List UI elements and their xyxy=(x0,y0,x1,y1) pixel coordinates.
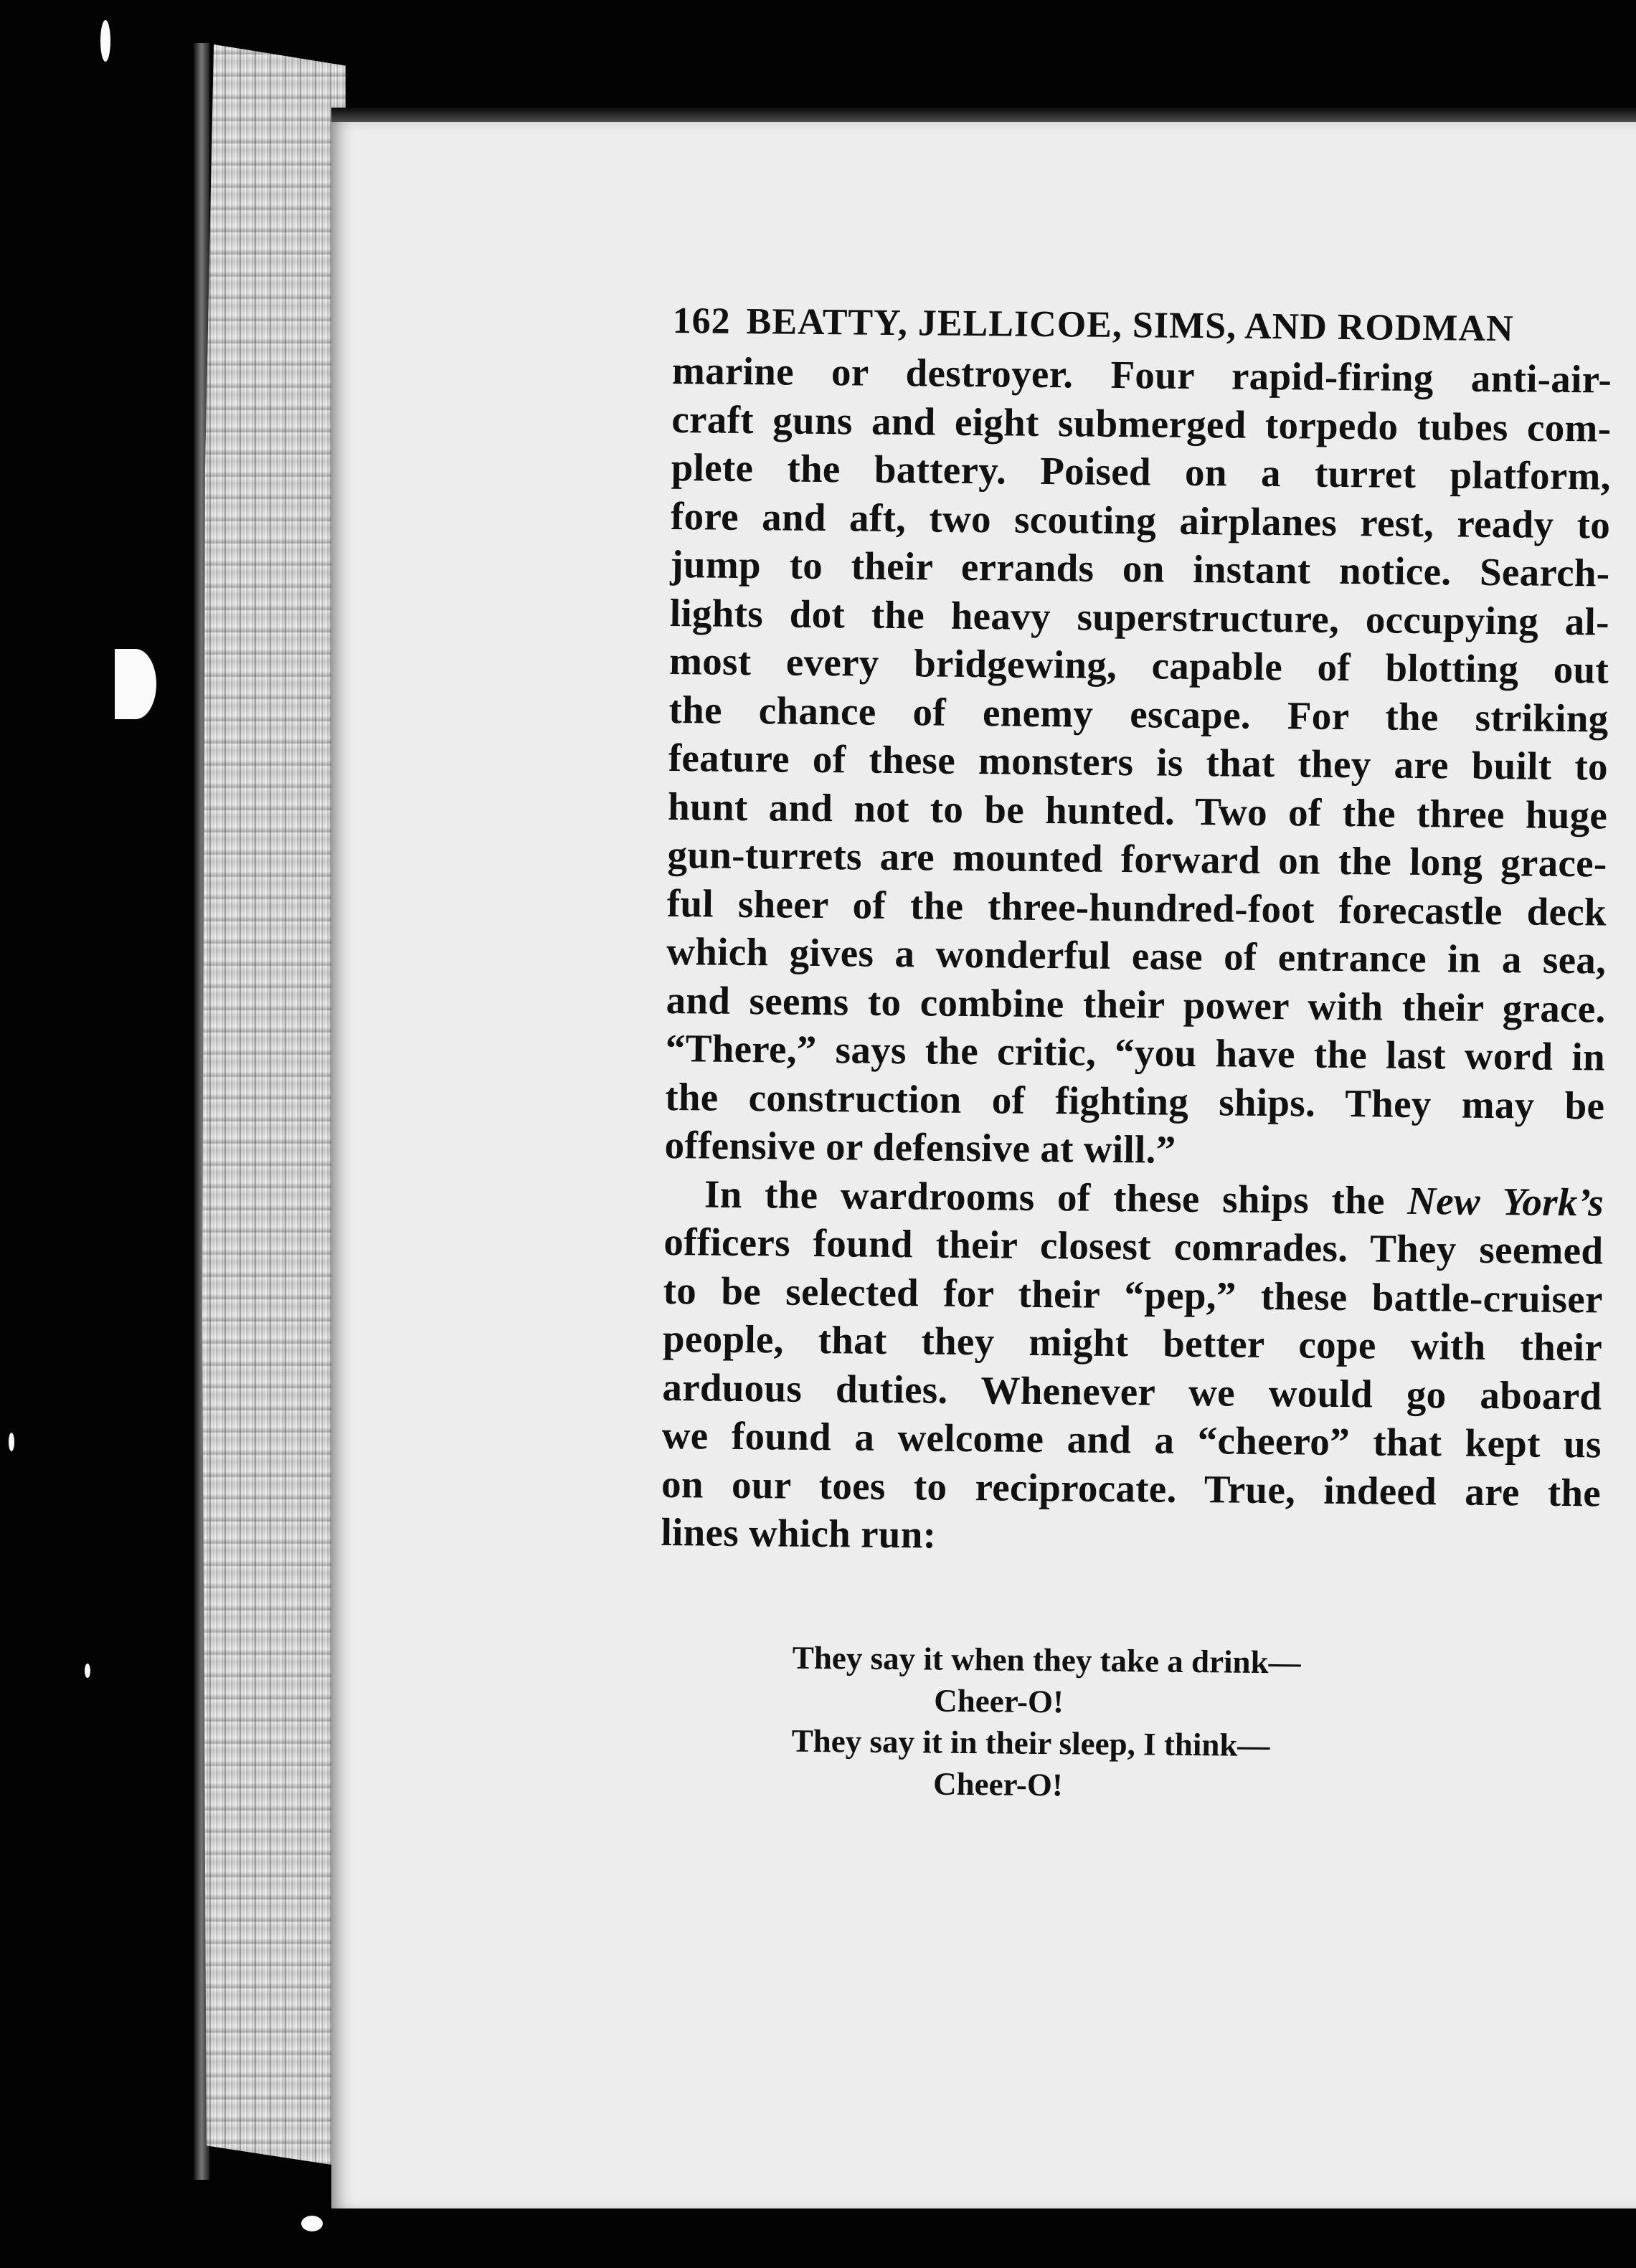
text-line: fore and aft, two scouting airplanes rest, ready to xyxy=(670,493,1611,547)
dust-speck xyxy=(115,649,156,719)
text-line: jump to their errands on instant notice. Search- xyxy=(670,541,1610,595)
text-line: marine or destroyer. Four rapid-firing anti-air- xyxy=(671,348,1612,402)
text-line: and seems to combine their power with their grace. xyxy=(666,977,1606,1031)
text-line: we found a welcome and a “cheero” that kept us xyxy=(661,1413,1602,1466)
text-line: lights dot the heavy superstructure, occupying al- xyxy=(669,590,1610,644)
text-line: gun-turrets are mounted forward on the long grace- xyxy=(667,832,1607,886)
text-line: to be selected for their “pep,” these battle-cruiser xyxy=(663,1268,1603,1322)
text-line: lines which run: xyxy=(661,1509,937,1557)
page-text xyxy=(658,300,1612,1811)
text-line: craft guns and eight submerged torpedo tubes com- xyxy=(671,397,1612,450)
text-line xyxy=(664,1169,1604,1226)
text-line: hunt and not to be hunted. Two of the three huge xyxy=(667,784,1608,838)
text-line: arduous duties. Whenever we would go aboard xyxy=(662,1365,1602,1418)
text-line: people, that they might better cope with their xyxy=(662,1316,1603,1370)
text-line: ful sheer of the three-hundred-foot forecastle deck xyxy=(666,881,1607,934)
verse-refrain: Cheer-O! xyxy=(932,1765,1064,1803)
verse xyxy=(791,1636,1599,1811)
text-line: offensive or defensive at will.” xyxy=(664,1122,1176,1172)
dust-speck xyxy=(9,1433,14,1451)
dust-speck xyxy=(85,1664,90,1678)
text-run: In the wardrooms of these ships the xyxy=(704,1171,1408,1223)
text-line: feature of these monsters is that they are built to xyxy=(668,735,1609,789)
text-line: which gives a wonderful ease of entrance in a sea, xyxy=(666,929,1607,982)
page-fore-edge xyxy=(202,44,346,2167)
verse-line: They say it in their sleep, I think— xyxy=(791,1722,1270,1763)
verse-line: They say it when they take a drink— xyxy=(792,1639,1301,1680)
text-line: the chance of enemy escape. For the striking xyxy=(668,687,1609,741)
text-line: on our toes to reciprocate. True, indeed are the xyxy=(661,1461,1602,1514)
verse-refrain: Cheer-O! xyxy=(934,1682,1064,1719)
dust-speck xyxy=(100,20,110,62)
paragraph-1 xyxy=(664,346,1612,1178)
running-head xyxy=(672,300,1612,351)
italic-ship-name: New York’s xyxy=(1407,1178,1604,1225)
text-line: plete the battery. Poised on a turret platform, xyxy=(671,445,1611,498)
running-head-title: BEATTY, JELLICOE, SIMS, AND RODMAN xyxy=(746,300,1514,350)
text-line: the construction of fighting ships. They may be xyxy=(665,1074,1605,1128)
dust-speck xyxy=(301,2216,323,2231)
text-line: officers found their closest comrades. They seemed xyxy=(663,1219,1604,1273)
text-line: “There,” says the critic, “you have the last word in xyxy=(665,1025,1606,1079)
page-number: 162 xyxy=(672,300,731,342)
paragraph-2 xyxy=(661,1169,1604,1565)
text-line: most every bridgewing, capable of blotting out xyxy=(668,638,1609,692)
